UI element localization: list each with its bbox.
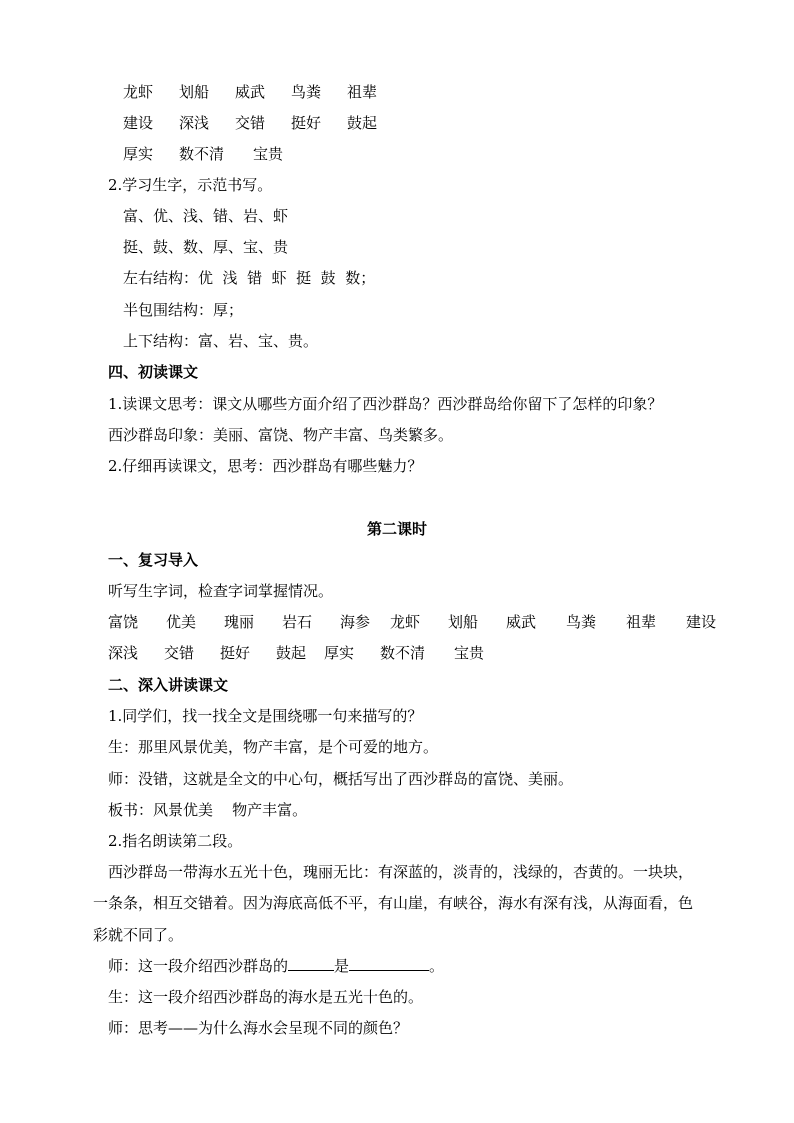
passage-line-1: 西沙群岛一带海水五光十色，瑰丽无比：有深蓝的，淡青的，浅绿的，杏黄的。一块块， (108, 863, 694, 881)
vocab-word: 数不清 (179, 145, 225, 163)
review-word: 挺好 (220, 644, 251, 662)
fill-in-blank-1 (288, 956, 334, 971)
chars-line-1: 富、优、浅、错、岩、虾 (123, 207, 289, 225)
section-1-heading: 一、复习导入 (108, 551, 199, 569)
review-word: 划船 (448, 613, 479, 631)
section-4-heading: 四、初读课文 (108, 363, 199, 381)
review-word: 海参 (340, 613, 371, 631)
review-word: 优美 (166, 613, 197, 631)
chars-line-2: 挺、鼓、数、厚、宝、贵 (123, 238, 289, 256)
student-answer-1: 生：那里风景优美，物产丰富，是个可爱的地方。 (108, 738, 439, 756)
passage-line-3: 彩就不同了。 (93, 926, 184, 944)
structure-half-enclosed: 半包围结构：厚； (123, 301, 244, 319)
review-word: 厚实 (324, 644, 355, 662)
review-word: 交错 (164, 644, 195, 662)
vocab-row-2 (123, 113, 377, 133)
structure-left-right: 左右结构：优 浅 错 虾 挺 鼓 数； (123, 269, 376, 287)
review-word: 鸟粪 (566, 613, 597, 631)
vocab-row-1 (123, 82, 377, 102)
review-word: 富饶 (108, 613, 139, 631)
review-word: 鼓起 (276, 644, 307, 662)
fill-prompt-start: 师：这一段介绍西沙群岛的 (108, 957, 289, 975)
section-4-answer-1: 西沙群岛印象：美丽、富饶、物产丰富、鸟类繁多。 (108, 426, 454, 444)
section-4-question-1: 1.读课文思考：课文从哪些方面介绍了西沙群岛？西沙群岛给你留下了怎样的印象？ (108, 395, 663, 413)
vocab-word: 鼓起 (347, 114, 378, 132)
review-word: 岩石 (282, 613, 313, 631)
section-2-heading: 二、深入讲读课文 (108, 676, 229, 694)
structure-top-bottom: 上下结构：富、岩、宝、贵。 (123, 332, 319, 350)
review-word: 威武 (506, 613, 537, 631)
review-words-row-1 (108, 612, 716, 632)
passage-line-2: 一条条，相互交错着。因为海底高低不平，有山崖，有峡谷，海水有深有浅，从海面看，色 (93, 894, 694, 912)
vocab-word: 龙虾 (123, 83, 154, 101)
vocab-word: 建设 (123, 114, 154, 132)
section-2-question-2: 2.指名朗读第二段。 (108, 832, 243, 850)
vocab-word: 交错 (235, 114, 266, 132)
section-2-question-1: 1.同学们，找一找全文是围绕哪一句来描写的？ (108, 707, 423, 725)
fill-prompt-end: 。 (429, 957, 445, 975)
step-2-title: 2.学习生字，示范书写。 (108, 176, 273, 194)
teacher-question-3: 师：思考——为什么海水会呈现不同的颜色？ (108, 1019, 409, 1037)
vocab-word: 祖辈 (347, 83, 378, 101)
vocab-word: 划船 (179, 83, 210, 101)
review-word: 龙虾 (390, 613, 421, 631)
vocab-word: 深浅 (179, 114, 210, 132)
blackboard-note: 板书：风景优美 物产丰富。 (108, 801, 308, 819)
vocab-word: 宝贵 (253, 145, 284, 163)
vocab-row-3 (123, 144, 283, 164)
fill-in-blank-2 (349, 956, 429, 971)
review-word: 宝贵 (454, 644, 485, 662)
vocab-word: 厚实 (123, 145, 154, 163)
section-1-text: 听写生字词，检查字词掌握情况。 (108, 582, 334, 600)
section-4-question-2: 2.仔细再读课文，思考：西沙群岛有哪些魅力？ (108, 457, 423, 475)
student-answer-2: 生：这一段介绍西沙群岛的海水是五光十色的。 (108, 988, 424, 1006)
vocab-word: 鸟粪 (291, 83, 322, 101)
teacher-fill-in-prompt (108, 956, 444, 976)
review-word: 建设 (686, 613, 717, 631)
review-word: 祖辈 (626, 613, 657, 631)
review-words-row-2 (108, 643, 484, 663)
review-word: 深浅 (108, 644, 139, 662)
teacher-remark-1: 师：没错，这就是全文的中心句，概括写出了西沙群岛的富饶、美丽。 (108, 770, 574, 788)
fill-prompt-middle: 是 (334, 957, 350, 975)
review-word: 数不清 (380, 644, 426, 662)
review-word: 瑰丽 (224, 613, 255, 631)
vocab-word: 挺好 (291, 114, 322, 132)
vocab-word: 威武 (235, 83, 266, 101)
lesson-2-title: 第二课时 (366, 520, 427, 538)
